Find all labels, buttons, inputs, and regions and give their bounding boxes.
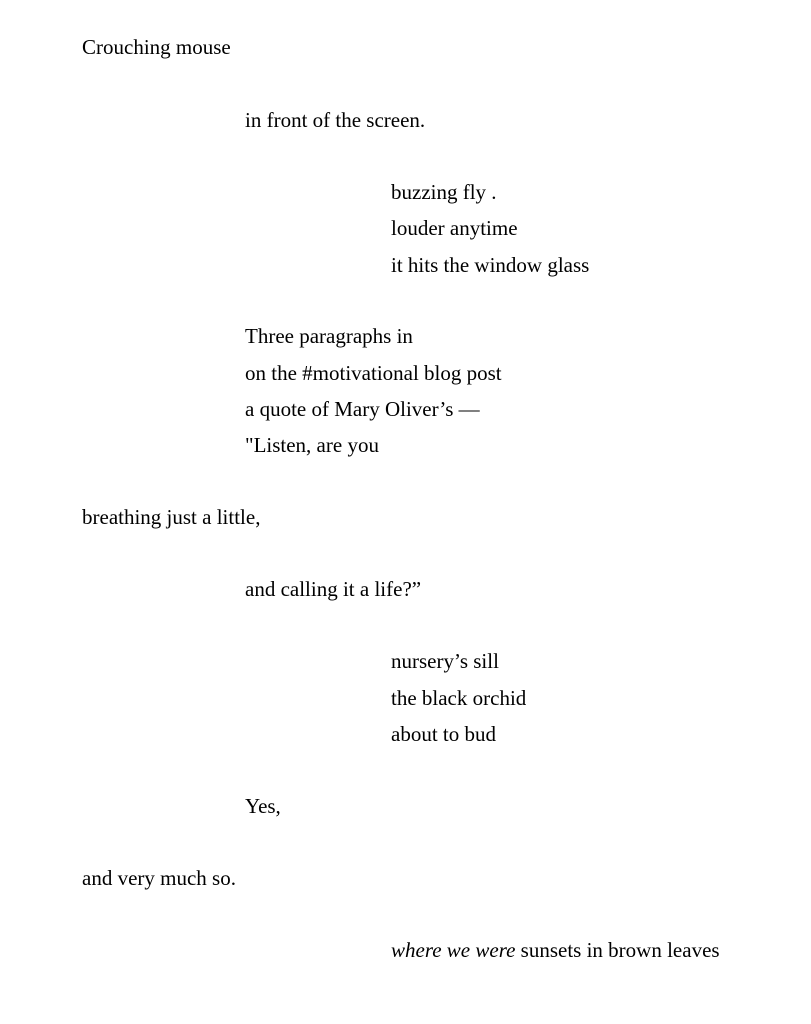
- poem-line: "Listen, are you: [245, 433, 379, 457]
- poem-line: buzzing fly .: [391, 180, 497, 204]
- poem-line: breathing just a little,: [82, 505, 261, 529]
- poem-line: on the #motivational blog post: [245, 361, 502, 385]
- poem-line: in front of the screen.: [245, 108, 426, 132]
- poem-line: a quote of Mary Oliver’s —: [245, 397, 480, 421]
- poem-line: louder anytime: [391, 216, 518, 240]
- poem-line: it hits the window glass: [391, 253, 590, 277]
- poem-line: Three paragraphs in: [245, 324, 413, 348]
- poem-line: about to bud: [391, 722, 496, 746]
- poem-line: nursery’s sill: [391, 649, 499, 673]
- line-remainder: sunsets in brown leaves: [515, 938, 720, 962]
- poem-line: and very much so.: [82, 866, 236, 890]
- italic-phrase: where we were: [391, 938, 516, 962]
- poem-line: and calling it a life?”: [245, 577, 422, 601]
- poem-line: Crouching mouse: [82, 35, 231, 59]
- poem-line-final: [391, 938, 720, 962]
- poem-line: Yes,: [245, 794, 281, 818]
- poem-line: the black orchid: [391, 686, 527, 710]
